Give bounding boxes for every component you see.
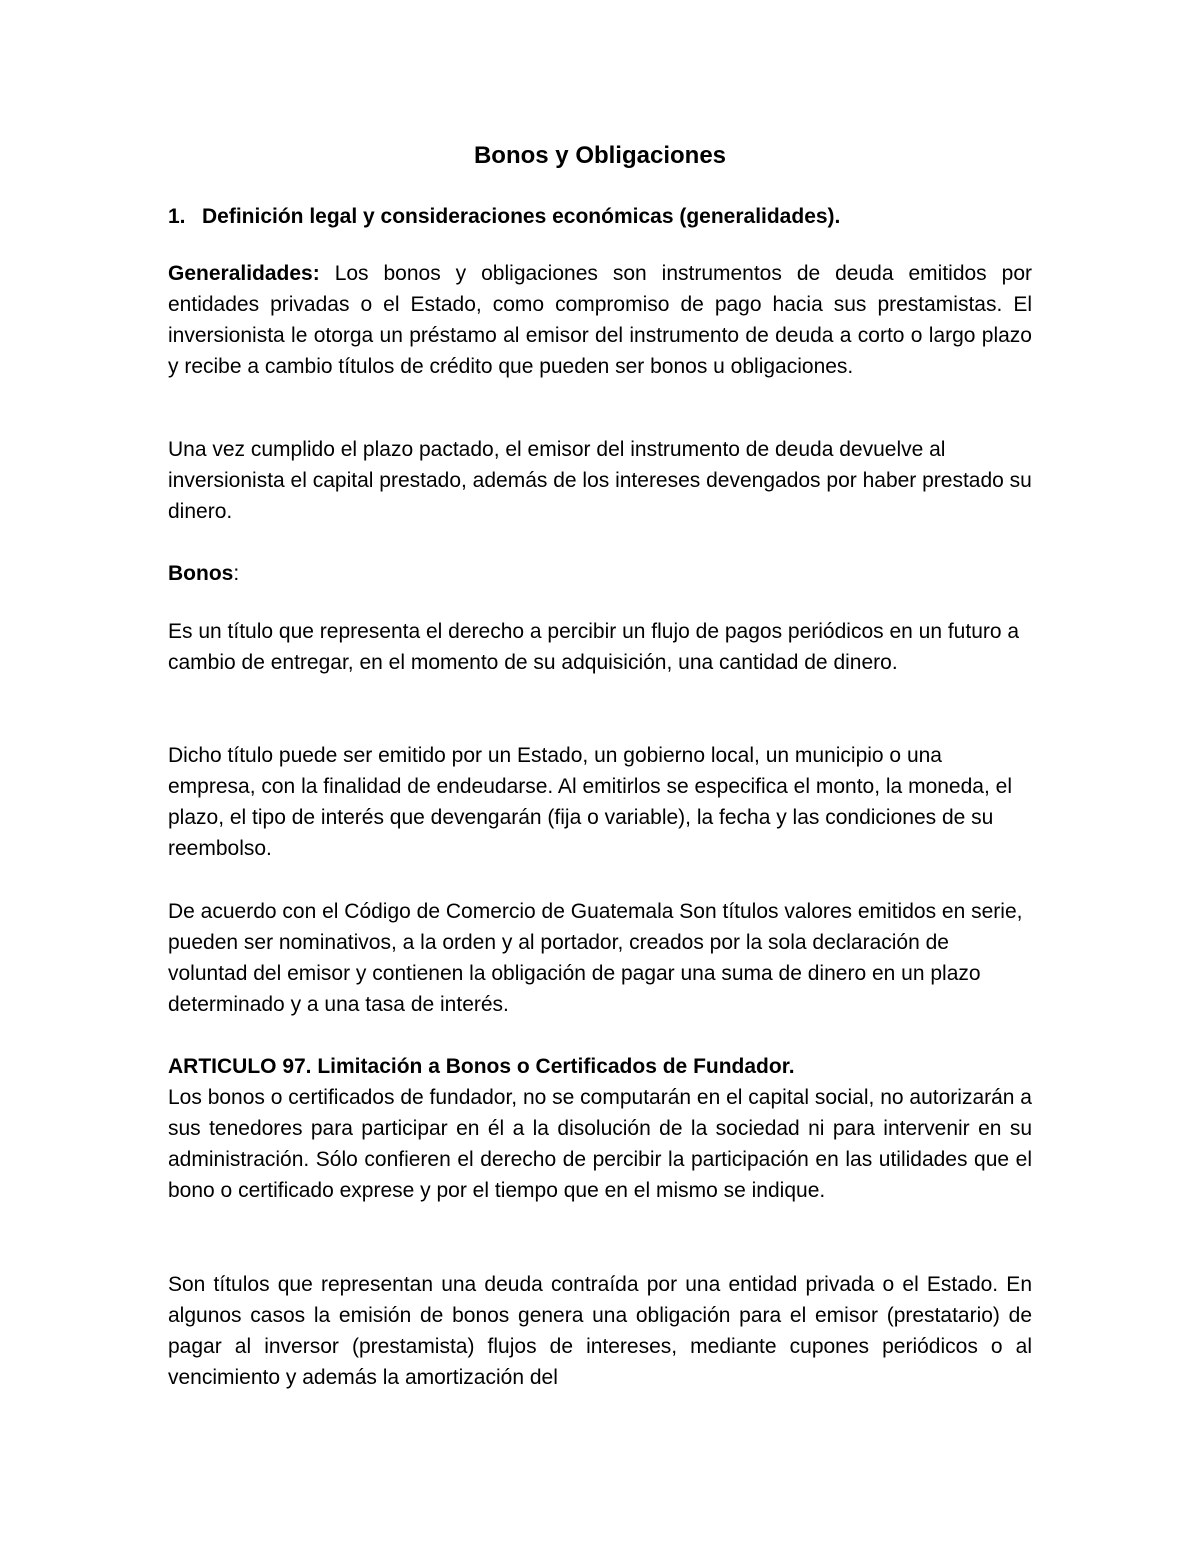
document-title: Bonos y Obligaciones xyxy=(473,142,727,169)
bonos-heading xyxy=(168,558,1032,589)
articulo-paragraph: Los bonos o certificados de fundador, no se computarán en el capital social, no autorizarán a sus tenedores para participar en él a la disolución de la sociedad ni para intervenir en su administración. Sólo confieren el derecho de percibir la participación en las utilidades que el bono o certificado exprese y por el tiempo que en el mismo se indique. xyxy=(168,1086,1032,1202)
articulo-heading: ARTICULO 97. Limitación a Bonos o Certificados de Fundador. xyxy=(168,1055,795,1078)
document-page xyxy=(168,0,1032,1553)
generalidades-label: Generalidades: xyxy=(168,262,320,285)
emitido-paragraph: Dicho título puede ser emitido por un Estado, un gobierno local, un municipio o una empresa, con la finalidad de endeudarse. Al emitirlos se especifica el monto, la moneda, el plazo, el tipo de interés que devengarán (fija o variable), la fecha y las condiciones de su reembolso. xyxy=(168,744,1012,860)
generalidades-text: Los bonos y obligaciones son instrumentos de deuda emitidos por entidades privadas o el Estado, como compromiso de pago hacia sus prestamistas. El inversionista le otorga un préstamo al emisor del instrumento de deuda a corto o largo plazo y recibe a cambio títulos de crédito que pueden ser bonos u obligaciones. xyxy=(168,262,1032,378)
codigo-paragraph: De acuerdo con el Código de Comercio de Guatemala Son títulos valores emitidos en serie, pueden ser nominativos, a la orden y al portador, creados por la sola declaración de voluntad del emisor y contienen la obligación de pagar una suma de dinero en un plazo determinado y a una tasa de interés. xyxy=(168,900,1023,1016)
section-heading xyxy=(168,201,1032,232)
bonos-colon: : xyxy=(233,562,240,585)
bonos-label: Bonos xyxy=(168,562,234,585)
titulo-paragraph: Es un título que representa el derecho a percibir un flujo de pagos periódicos en un futuro a cambio de entregar, en el momento de su adquisición, una cantidad de dinero. xyxy=(168,620,1020,674)
generalidades-paragraph xyxy=(168,258,1032,382)
deuda-paragraph: Son títulos que representan una deuda contraída por una entidad privada o el Estado. En algunos casos la emisión de bonos genera una obligación para el emisor (prestatario) de pagar al inversor (prestamista) flujos de intereses, mediante cupones periódicos o al vencimiento y además la amortización del xyxy=(168,1273,1032,1389)
plazo-paragraph: Una vez cumplido el plazo pactado, el emisor del instrumento de deuda devuelve al inversionista el capital prestado, además de los intereses devengados por haber prestado su dinero. xyxy=(168,438,1032,523)
section-heading-text: Definición legal y consideraciones económicas (generalidades). xyxy=(202,205,841,228)
section-number: 1. xyxy=(168,205,186,228)
